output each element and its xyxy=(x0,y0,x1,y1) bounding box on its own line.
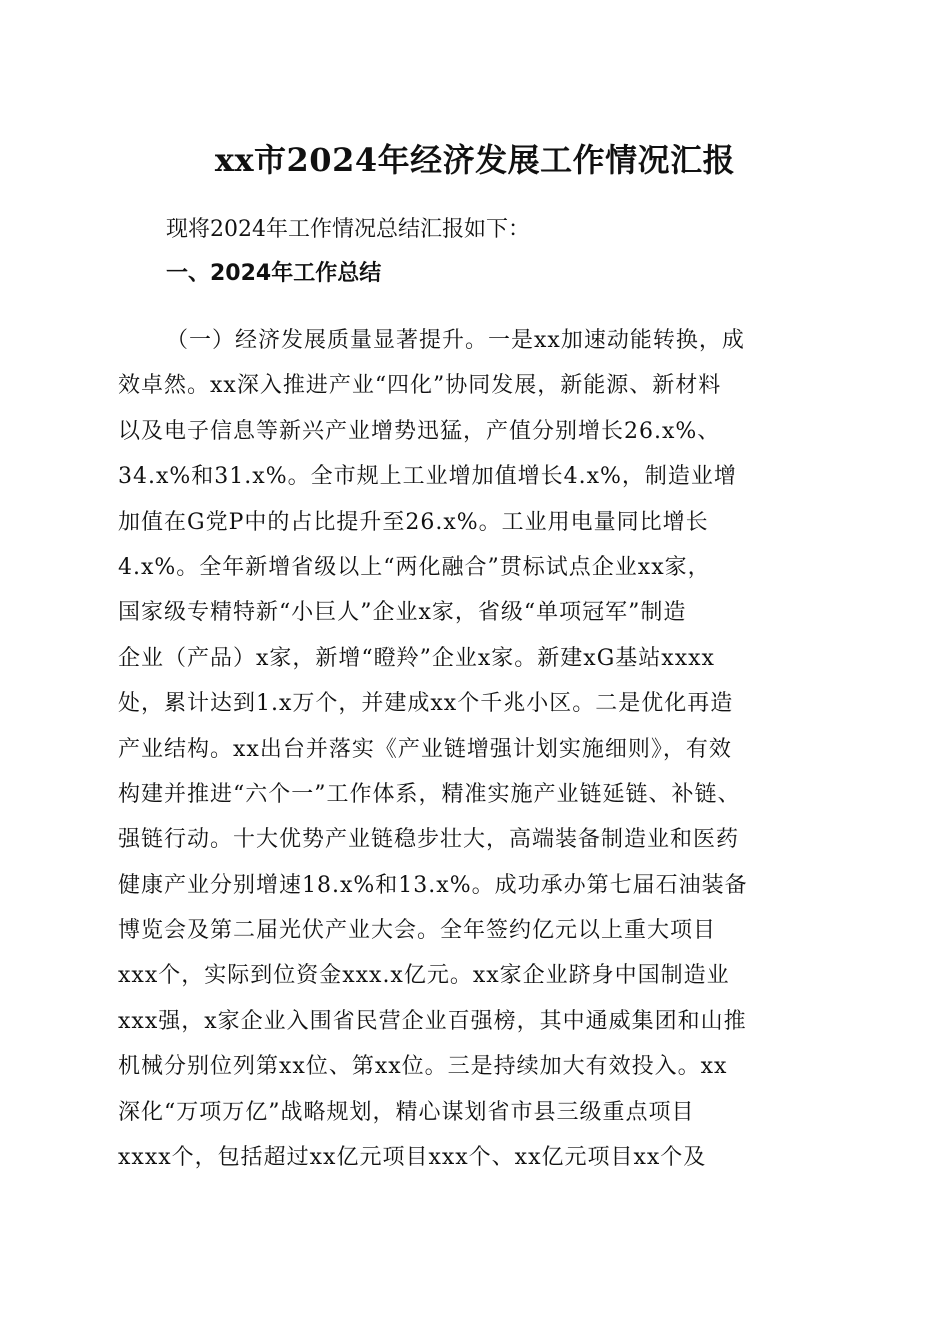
paragraph-line: 深化“万项万亿”战略规划，精心谋划省市县三级重点项目 xyxy=(118,1099,695,1125)
paragraph-line: 博览会及第二届光伏产业大会。全年签约亿元以上重大项目 xyxy=(118,918,717,944)
paragraph-line: （一）经济发展质量显著提升。一是xx加速动能转换，成 xyxy=(166,328,745,353)
paragraph-line: 效卓然。xx深入推进产业“四化”协同发展，新能源、新材料 xyxy=(118,373,722,399)
section-heading: 一、2024年工作总结 xyxy=(166,261,382,286)
paragraph-line: 国家级专精特新“小巨人”企业x家，省级“单项冠军”制造 xyxy=(118,600,687,626)
paragraph-line: 企业（产品）x家，新增“瞪羚”企业x家。新建xG基站xxxx xyxy=(118,645,715,671)
paragraph-line: 构建并推进“六个一”工作体系，精准实施产业链延链、补链、 xyxy=(118,781,741,807)
paragraph-line: 处，累计达到1.x万个，并建成xx个千兆小区。二是优化再造 xyxy=(118,691,734,717)
paragraph-line: 加值在G党P中的占比提升至26.x%。工业用电量同比增长 xyxy=(118,509,709,535)
intro-paragraph: 现将2024年工作情况总结汇报如下： xyxy=(166,217,530,242)
paragraph-line: 以及电子信息等新兴产业增势迅猛，产值分别增长26.x%、 xyxy=(118,418,721,444)
paragraph-line: 强链行动。十大优势产业链稳步壮大，高端装备制造业和医药 xyxy=(118,827,740,853)
paragraph-line: xxx个，实际到位资金xxx.x亿元。xx家企业跻身中国制造业 xyxy=(118,963,730,989)
paragraph-line: 健康产业分别增速18.x%和13.x%。成功承办第七届石油装备 xyxy=(118,872,748,898)
paragraph-line: 34.x%和31.x%。全市规上工业增加值增长4.x%，制造业增 xyxy=(118,464,737,490)
paragraph-line: 产业结构。xx出台并落实《产业链增强计划实施细则》，有效 xyxy=(118,736,732,762)
paragraph-line: 4.x%。全年新增省级以上“两化融合”贯标试点企业xx家， xyxy=(118,554,711,580)
document-title: xx市2024年经济发展工作情况汇报 xyxy=(214,141,736,179)
paragraph-line: xxxx个，包括超过xx亿元项目xxx个、xx亿元项目xx个及 xyxy=(118,1145,707,1171)
body-paragraph xyxy=(118,318,858,1180)
paragraph-line: 机械分别位列第xx位、第xx位。三是持续加大有效投入。xx xyxy=(118,1054,728,1080)
paragraph-line: xxx强，x家企业入围省民营企业百强榜，其中通威集团和山推 xyxy=(118,1008,747,1034)
